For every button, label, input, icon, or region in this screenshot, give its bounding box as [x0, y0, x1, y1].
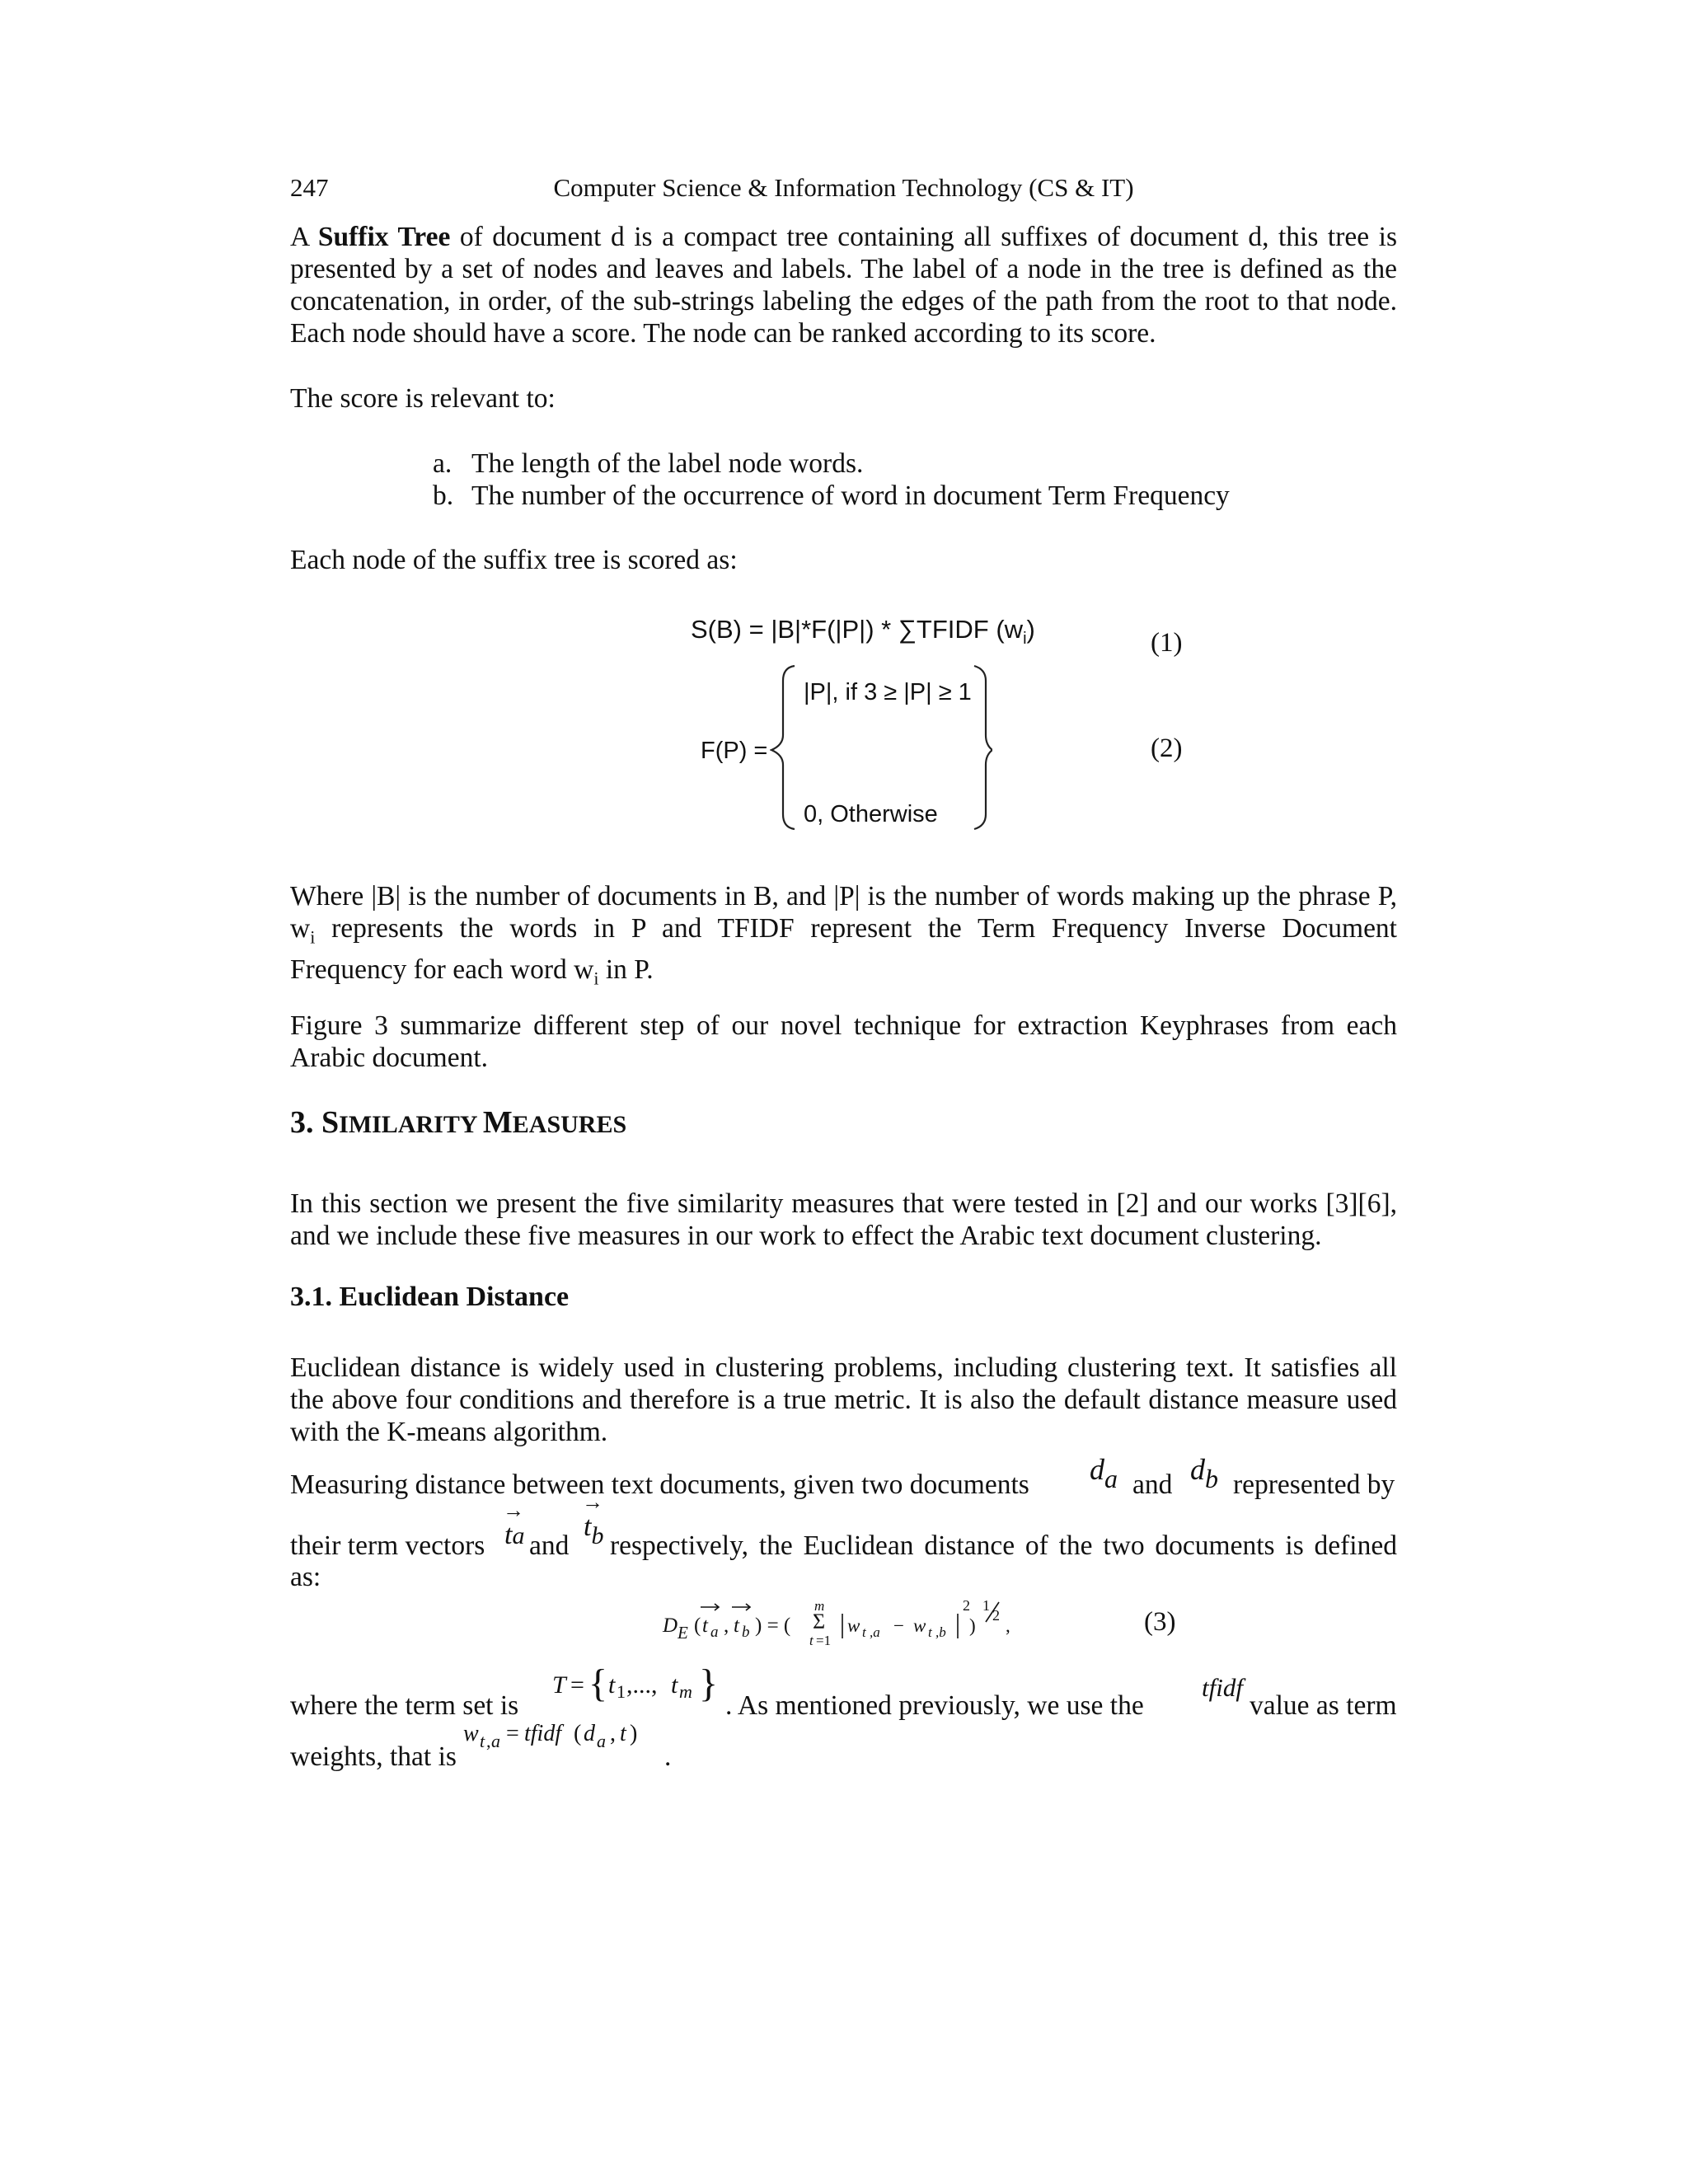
equation-1: S(B) = |B|*F(|P|) * ∑TFIDF $(w_i)$ — [691, 615, 1035, 649]
svg-text:(: ( — [694, 1615, 701, 1637]
svg-text:1: 1 — [617, 1681, 626, 1702]
equation-2-case-1: |P|, if 3 ≥ |P| ≥ 1 — [804, 679, 972, 705]
svg-text:Σ: Σ — [813, 1610, 826, 1633]
svg-text:2: 2 — [963, 1597, 970, 1614]
paragraph-suffix-tree: A Suffix Tree of document d is a compact tree containing all suffixes of document d, this tree is presented by a set of nodes and leaves and labels. The label of a node in the tree is defined as the concatenation, in order, of the sub-strings labeling the edges of the path from the root to that node. Each node should have a score. The node can be ranked according to its score. — [290, 222, 1397, 349]
score-list — [433, 448, 1397, 512]
svg-text:=: = — [570, 1671, 584, 1699]
svg-text:2: 2 — [992, 1607, 1000, 1624]
weight-formula — [462, 1716, 668, 1757]
svg-text:=1: =1 — [816, 1633, 832, 1648]
svg-text:b: b — [742, 1624, 750, 1641]
svg-text:−: − — [893, 1615, 904, 1636]
paragraph-euclidean: Euclidean distance is widely used in clustering problems, including clustering text. It satisfies all the above four conditions and therefore is a true metric. It is also the default distance measure used with the K-means algorithm. — [290, 1352, 1397, 1447]
measuring-line-1: Measuring distance between text documents, given two documents — [290, 1469, 1029, 1500]
journal-title: Computer Science & Information Technology (CS & IT) — [553, 173, 1134, 202]
svg-text:a: a — [597, 1731, 606, 1751]
svg-text:,: , — [610, 1721, 616, 1746]
paragraph-section-intro: In this section we present the five similarity measures that were tested in [2] and our works [3][6], and we include these five measures in our work to effect the Arabic text document clustering. — [290, 1188, 1397, 1251]
scored-as: Each node of the suffix tree is scored as: — [290, 545, 738, 575]
equation-number-1: (1) — [1151, 628, 1183, 658]
score-intro: The score is relevant to: — [290, 383, 556, 414]
equation-2-lhs: F(P) = — [701, 738, 768, 764]
svg-text:=: = — [506, 1721, 519, 1746]
svg-text:tfidf: tfidf — [524, 1721, 562, 1746]
svg-text:t: t — [809, 1633, 814, 1648]
svg-text:t: t — [671, 1671, 678, 1699]
svg-text:t: t — [608, 1671, 616, 1699]
svg-text:w: w — [463, 1721, 479, 1746]
page-number: 247 — [290, 173, 329, 202]
svg-text:,...,: ,..., — [626, 1671, 658, 1699]
paragraph-figure-3: Figure 3 summarize different step of our novel technique for extraction Keyphrases from each Arabic document. — [290, 1010, 1397, 1073]
svg-text:t ,b: t ,b — [928, 1624, 946, 1640]
term-suffix-tree: Suffix Tree — [317, 222, 451, 252]
vector-t-b: → tb — [584, 1511, 603, 1543]
svg-text:D: D — [663, 1615, 678, 1637]
svg-text:t: t — [620, 1721, 626, 1746]
svg-text:d: d — [584, 1721, 595, 1746]
svg-text:): ) — [630, 1721, 638, 1746]
svg-text:E: E — [678, 1623, 688, 1643]
svg-text:}: } — [699, 1661, 719, 1705]
list-item: a. The length of the label node words. — [433, 448, 864, 479]
termset-period: . — [664, 1741, 672, 1772]
svg-text:) = (: ) = ( — [755, 1615, 791, 1637]
svg-text:m: m — [814, 1598, 825, 1614]
measuring-represented-by: represented by — [1233, 1469, 1395, 1500]
equation-number-3: (3) — [1144, 1607, 1176, 1637]
paragraph-where: Where |B| is the number of documents in B, and |P| is the number of words making up the phrase P, $w_i$ represents the words in P and TFIDF represent the Term Frequency Inverse Document Frequency for each word $w_i$ in P. — [290, 881, 1397, 989]
svg-text:,: , — [724, 1615, 729, 1637]
equation-2-case-2: 0, Otherwise — [804, 801, 938, 827]
measuring-respectively: respectively, the Euclidean distance of the two documents is defined — [610, 1530, 1397, 1561]
svg-text:T: T — [552, 1671, 566, 1699]
term-set-formula — [551, 1658, 725, 1709]
measuring-and-1: and — [1132, 1469, 1173, 1500]
list-item: b. The number of the occurrence of word in document Term Frequency — [433, 480, 1230, 511]
vector-t-a: → ta — [504, 1520, 524, 1551]
svg-text:w: w — [913, 1615, 926, 1636]
measuring-and-2: and — [529, 1530, 570, 1561]
subsection-heading: 3.1. Euclidean Distance — [290, 1282, 570, 1312]
termset-value-as-term: value as term — [1250, 1690, 1397, 1721]
svg-text:t ,a: t ,a — [862, 1624, 880, 1640]
svg-text:t: t — [702, 1615, 708, 1637]
svg-text:a: a — [491, 1731, 500, 1751]
svg-text:t: t — [734, 1615, 739, 1637]
section-heading: 3. SIMILARITY MEASURES — [290, 1105, 627, 1140]
svg-text:1: 1 — [982, 1597, 990, 1614]
symbol-d-b: db — [1190, 1453, 1218, 1493]
svg-text:{: { — [588, 1661, 608, 1705]
svg-text:(: ( — [574, 1721, 582, 1746]
page-header — [290, 173, 1397, 206]
equation-number-2: (2) — [1151, 733, 1183, 763]
termset-line-1: where the term set is — [290, 1690, 519, 1721]
svg-text:,: , — [486, 1731, 491, 1751]
term-tfidf: tfidf — [1202, 1673, 1243, 1702]
svg-text:t: t — [480, 1731, 485, 1751]
measuring-line-2: their term vectors — [290, 1530, 485, 1561]
termset-line-2: weights, that is — [290, 1741, 457, 1772]
equation-3 — [659, 1591, 1055, 1657]
svg-text:w: w — [847, 1615, 860, 1636]
svg-text:a: a — [710, 1624, 719, 1641]
svg-text:): ) — [969, 1615, 976, 1636]
svg-text:m: m — [679, 1681, 692, 1702]
svg-text:,: , — [1006, 1615, 1010, 1636]
symbol-d-a: da — [1090, 1453, 1118, 1493]
termset-mentioned: . As mentioned previously, we use the — [725, 1690, 1144, 1721]
measuring-as: as: — [290, 1562, 321, 1592]
